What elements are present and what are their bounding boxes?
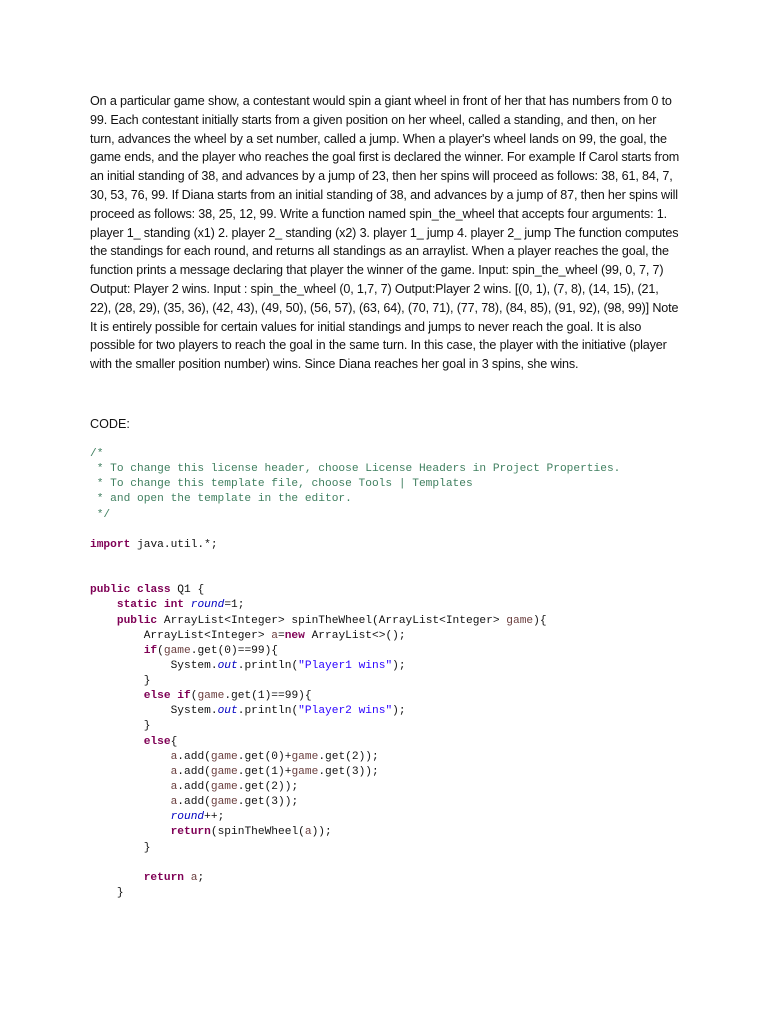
keyword-public: public: [116, 614, 158, 627]
semicolon: ;: [197, 871, 205, 884]
code-blank-line: [90, 568, 682, 583]
var-game: game: [197, 690, 225, 703]
code-heading: CODE:: [90, 416, 130, 431]
close-brace: }: [143, 720, 151, 733]
code-list-decl: [90, 629, 682, 644]
code-comment-line: */: [90, 508, 111, 521]
keyword-public: public: [90, 584, 131, 597]
get-expr: .get(2));: [318, 750, 379, 763]
keyword-static: static: [116, 599, 158, 612]
code-increment-line: [90, 810, 682, 825]
round-init: =1;: [224, 599, 245, 612]
field-round: round: [170, 811, 205, 824]
var-a: a: [170, 781, 178, 794]
method-signature: ArrayList<Integer> spinTheWheel(ArrayList<Integer>: [157, 614, 507, 627]
println-close: );: [392, 705, 406, 718]
code-add-line: [90, 765, 682, 780]
keyword-class: class: [137, 584, 171, 597]
code-return-line: [90, 825, 682, 840]
assign-op: =: [278, 629, 285, 642]
code-import-line: [90, 538, 682, 553]
code-comment-line: * To change this license header, choose License Headers in Project Properties.: [90, 463, 621, 476]
code-add-line: [90, 750, 682, 765]
get-expr: .get(3));: [318, 765, 379, 778]
code-add-line: [90, 780, 682, 795]
keyword-if: if: [143, 644, 158, 657]
var-game: game: [291, 750, 319, 763]
import-target: java.util.*;: [130, 538, 218, 551]
list-type: ArrayList<Integer>: [143, 629, 272, 642]
keyword-else: else: [143, 690, 171, 703]
keyword-if: if: [177, 690, 191, 703]
code-brace-line: [90, 841, 682, 856]
close-brace: }: [116, 887, 124, 900]
recursive-call-end: ));: [311, 826, 332, 839]
code-print-line: [90, 704, 682, 719]
var-game: game: [210, 765, 238, 778]
keyword-new: new: [284, 629, 305, 642]
code-method-decl: [90, 614, 682, 629]
condition-player1: .get(0)==99){: [190, 644, 279, 657]
var-a: a: [170, 750, 178, 763]
problem-statement: On a particular game show, a contestant would spin a giant wheel in front of her that has numbers from 0 to 99. Each contestant initially starts from a given position on her wheel, called a standing, and then, on her turn, advances the wheel by a set number, called a jump. When a player's wheel lands on 99, the goal, the game ends, and the player who reaches the goal first is declared the winner. For example If Carol starts from an initial standing of 38, and advances by a jump of 23, then her spins will proceed as follows: 38, 61, 84, 7, 30, 53, 76, 99. If Diana starts from an initial standing of 38, and advances by a jump of 87, then her spins will proceed as follows: 38, 25, 12, 99. Write a function named spin_the_wheel that accepts four arguments: 1. player 1_ standing (x1) 2. player 2_ standing (x2) 3. player 1_ jump 4. player 2_ jump The function computes the standings for each round, and returns all standings as an arraylist. When a player reaches the goal, the function prints a message declaring that player the winner of the game. Input: spin_the_wheel (99, 0, 7, 7) Output: Player 2 wins. Input : spin_the_wheel (0, 1,7, 7) Output:Player 2 wins. [(0, 1), (7, 8), (14, 15), (21, 22), (28, 29), (35, 36), (42, 43), (49, 50), (56, 57), (63, 64), (70, 71), (77, 78), (84, 85), (91, 92), (98, 99)] Note It is entirely possible for certain values for initial standings and jumps to never reach the goal. It is also possible for two players to reach the goal in the same turn. In this case, the player with the initiative (player with the smaller position number) wins. Since Diana reaches her goal in 3 spins, she wins.: [90, 94, 680, 372]
add-call: .add(: [177, 765, 211, 778]
add-call: .add(: [177, 781, 211, 794]
list-ctor: ArrayList<>();: [304, 629, 406, 642]
get-expr: .get(0)+: [237, 750, 292, 763]
var-a: a: [170, 796, 178, 809]
field-out: out: [217, 659, 238, 672]
code-brace-line: [90, 719, 682, 734]
code-comment-line: * To change this template file, choose Tools | Templates: [90, 478, 473, 491]
document-page: [90, 92, 682, 901]
println-close: );: [392, 659, 406, 672]
code-field-decl: [90, 598, 682, 613]
close-brace: }: [143, 675, 151, 688]
param-game: game: [506, 614, 534, 627]
increment-op: ++;: [204, 811, 225, 824]
code-blank-line: [90, 523, 682, 538]
sysout: System.: [170, 705, 218, 718]
close-brace: }: [143, 841, 151, 854]
var-game: game: [210, 781, 238, 794]
var-a: a: [271, 629, 278, 642]
code-else-line: [90, 735, 682, 750]
code-block: [90, 447, 682, 901]
condition-player2: .get(1)==99){: [224, 690, 312, 703]
var-game: game: [291, 765, 319, 778]
code-brace-line: [90, 674, 682, 689]
recursive-call: (spinTheWheel(: [210, 826, 305, 839]
var-game: game: [210, 796, 238, 809]
string-player2-wins: "Player2 wins": [298, 705, 393, 718]
var-a: a: [190, 871, 198, 884]
keyword-return: return: [143, 871, 185, 884]
code-class-decl: [90, 583, 682, 598]
code-add-line: [90, 795, 682, 810]
code-return-line: [90, 871, 682, 886]
get-expr: .get(1)+: [237, 765, 292, 778]
var-game: game: [163, 644, 191, 657]
field-out: out: [217, 705, 238, 718]
var-game: game: [210, 750, 238, 763]
code-brace-line: [90, 886, 682, 901]
code-else-if-line: else if(game.get(1)==99){: [143, 690, 312, 703]
method-signature-end: ){: [533, 614, 547, 627]
var-a: a: [170, 765, 178, 778]
code-print-line: [90, 659, 682, 674]
keyword-int: int: [163, 599, 185, 612]
code-if-line: if(game.get(0)==99){: [143, 644, 279, 657]
println-open: .println(: [237, 659, 299, 672]
println-open: .println(: [237, 705, 299, 718]
code-comment-line: /*: [90, 447, 104, 460]
keyword-else: else: [143, 735, 171, 748]
sysout: System.: [170, 659, 218, 672]
class-name: Q1 {: [170, 584, 205, 597]
string-player1-wins: "Player1 wins": [298, 659, 393, 672]
keyword-import: import: [90, 538, 131, 551]
open-brace: {: [170, 735, 178, 748]
field-round: round: [190, 599, 225, 612]
get-expr: .get(2));: [237, 781, 299, 794]
get-expr: .get(3));: [237, 796, 299, 809]
keyword-return: return: [170, 826, 211, 839]
add-call: .add(: [177, 750, 211, 763]
code-comment-line: * and open the template in the editor.: [90, 493, 352, 506]
code-blank-line: [90, 553, 682, 568]
add-call: .add(: [177, 796, 211, 809]
var-a: a: [304, 826, 312, 839]
code-blank-line: [90, 856, 682, 871]
